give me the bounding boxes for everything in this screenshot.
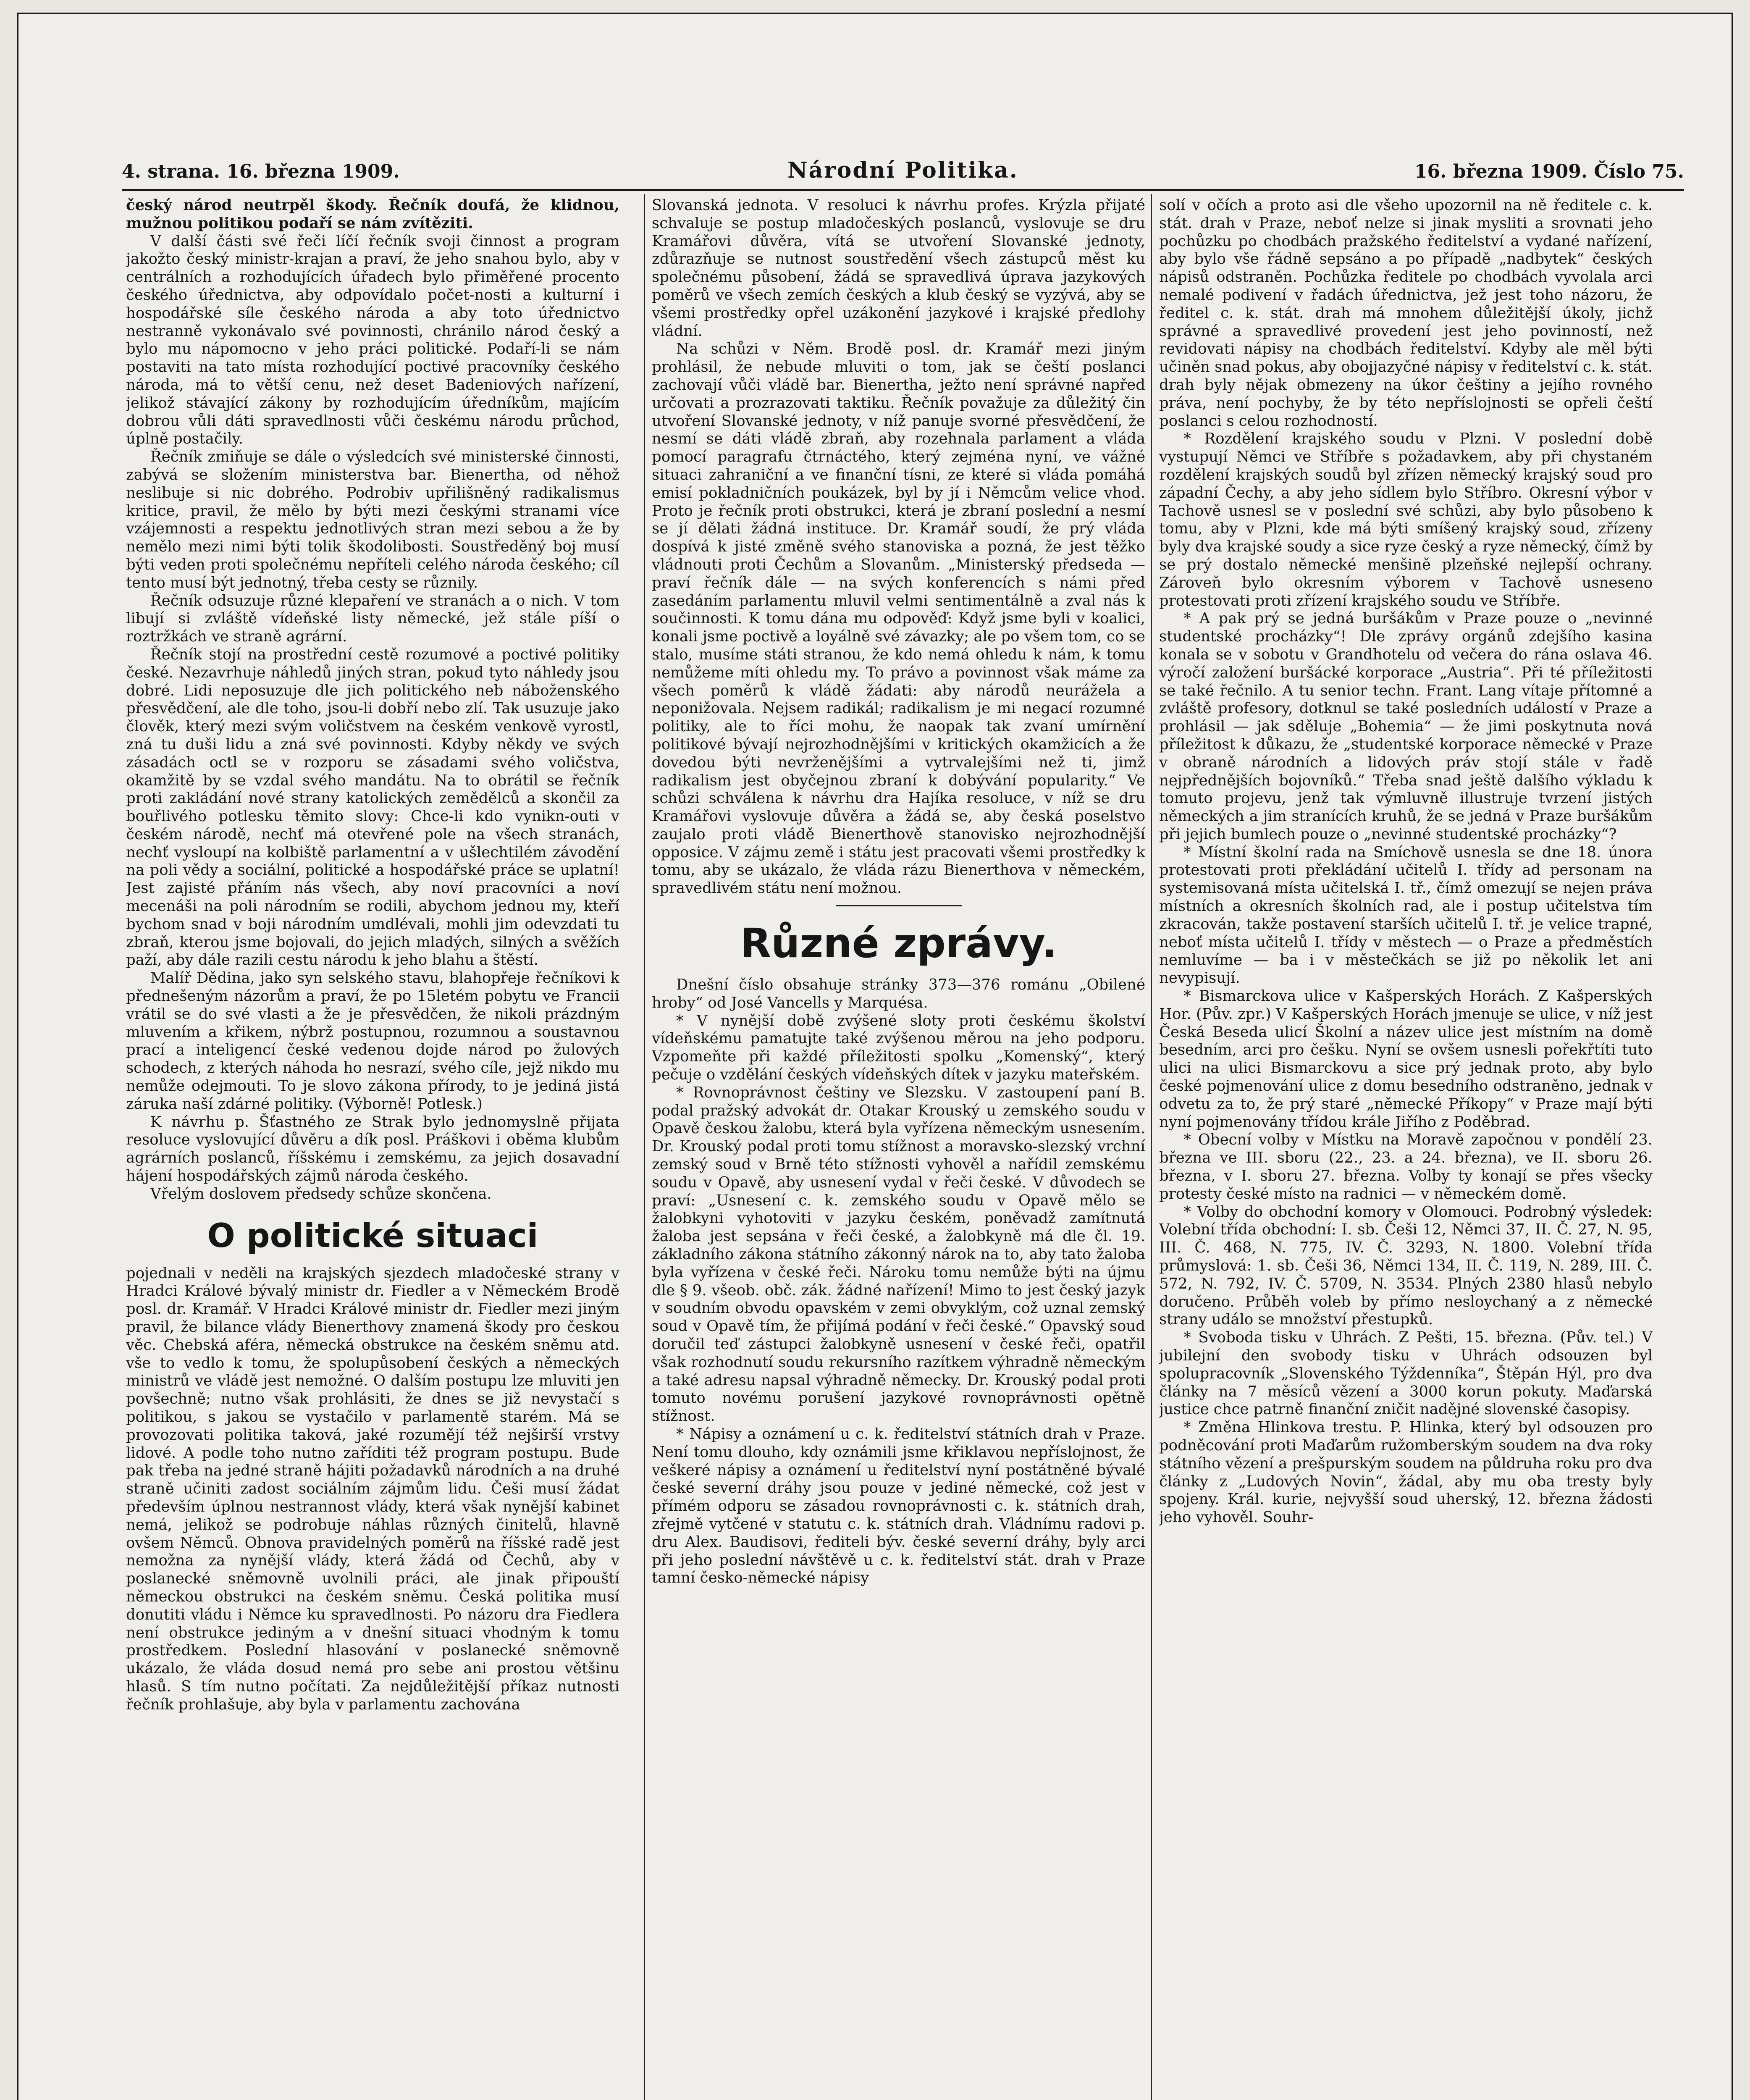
paragraph: * A pak prý se jedná buršákům v Praze pouze o „nevinné studentské procházky“! Dle zprávy orgánů zdejšího kasina konala se v sobotu v Grandhotelu od večera do rána oslava 46. výročí založení buršácké korporace „Austria“. Při té příležitosti se také řečnilo. A tu senior techn. Frant. Lang vítaje přítomné a zvláště profesory, dotknul se také posledních událostí v Praze a prohlásil — jak sděluje „Bohemia“ — že jimi poskytnuta nová příležitost k důkazu, že „studentské korporace německé v Praze v obraně národních a lidových práv stojí stále v řadě nejpřednějších bojovníků.“ Třeba snad ještě dalšího výkladu k tomuto projevu, jenž tak výmluvně illustruje tvrzení jistých německých a jim stranících kruhů, že se jedná v Praze buršákům při jejich bumlech pouze o „nevinné studentské procházky“? xyxy=(1159,610,1653,843)
paragraph: * Nápisy a oznámení u c. k. ředitelství státních drah v Praze. Není tomu dlouho, kdy oznámili jsme křiklavou nepříslojnost, že veškeré nápisy a oznámení u ředitelství nyní postátněné bývalé české severní dráhy jsou pouze v jediné německé, což jest v přímém odporu se zásadou rovnoprávnosti c. k. státních drah, zřejmě vytčené v statutu c. k. státních drah. Vládnímu radovi p. dru Alex. Baudisovi, řediteli býv. české severní dráhy, byly arci při jeho poslední návštěvě u c. k. ředitelství stát. drah v Praze tamní česko-německé nápisy xyxy=(652,1425,1145,1587)
paragraph: Řečník zmiňuje se dále o výsledcích své ministerské činnosti, zabývá se složením ministerstva bar. Bienertha, od něhož neslibuje si nic dobrého. Podrobiv upřilišněný radikalismus kritice, pravil, že mělo by býti mezi českými stranami více vzájemnosti a respektu jednotlivých stran mezi sebou a že by nemělo mezi nimi býti tolik škodolibosti. Soustředěný boj musí býti veden proti společnému nepříteli celého národa českého; cíl tento musí být jednotný, třeba cesty se různily. xyxy=(126,448,619,591)
paragraph: * Svoboda tisku v Uhrách. Z Pešti, 15. března. (Pův. tel.) V jubilejní den svobody tisku v Uhrách odsouzen byl spolupracovník „Slovenského Týždenníka“, Štěpán Hýl, pro dva články na 7 měsíců vězení a 3000 korun pokuty. Maďarská justice chce patrně finanční zničit nadějné slovenské časopisy. xyxy=(1159,1329,1653,1418)
paragraph: * Obecní volby v Místku na Moravě započnou v pondělí 23. března ve III. sboru (22., 23. a 24. března), ve II. sboru 26. března, v I. sboru 27. března. Volby ty konají se přes všecky protesty české místo na radnici — v německém domě. xyxy=(1159,1131,1653,1202)
paragraph: * V nynější době zvýšené sloty proti českému školství vídeňskému pamatujte také zvýšenou měrou na jeho podporu. Vzpomeňte při každé příležitosti spolku „Komenský“, který pečuje o vzdělání českých vídeňských dítek v jazyku mateřském. xyxy=(652,1012,1145,1084)
paragraph: Malíř Dědina, jako syn selského stavu, blahopřeje řečníkovi k přednešeným názorům a praví, že po 15letém pobytu ve Francii vrátil se do své vlasti a že je přesvědčen, že nikoli prázdným mluvením a křikem, nýbrž postupnou, rozumnou a soustavnou prací a inteligencí české vedenou dojde národ po žulových schodech, z kterých náhoda ho nesrazí, svého cíle, jejž nikdo mu nemůže odejmouti. To je slovo zákona přírody, to je jediná jistá záruka naší zdárné politiky. (Výborně! Potlesk.) xyxy=(126,969,619,1113)
paragraph: Na schůzi v Něm. Brodě posl. dr. Kramář mezi jiným prohlásil, že nebude mluviti o tom, jak se čeští poslanci zachovají vůči vládě bar. Bienertha, ježto není správné napřed určovati a prozrazovati taktiku. Řečník považuje za důležitý čin utvoření Slovanské jednoty, v níž panuje svorné přesvědčení, že nesmí se dáti vládě zbraň, aby rozehnala parlament a vláda pomocí paragrafu čtrnáctého, který zejména nyní, ve vážné situaci zahraniční a ve finanční tísni, ze které si vláda pomáhá emisí pokladničních poukázek, byl by jí i Němcům velice vhod. Proto je řečník proti obstrukci, která je zbraní poslední a nesmí se jí dělati žádná instituce. Dr. Kramář soudí, že prý vláda dospívá k jisté změně svého stanoviska a pozná, že jest těžko vládnouti proti Čechům a Slovanům. „Ministerský předseda — praví řečník dále — na svých konferencích s námi před zasedáním parlamentu mluvil velmi sentimentálně a zval nás k součinnosti. K tomu dána mu odpověď: Když jsme byli v koalici, konali jsme poctivě a loyálně své závazky; ale po všem tom, co se stalo, musíme státi stranou, že kdo nemá ohledu k nám, k tomu nemůžeme míti ohledu my. To právo a povinnost však máme za všech poměrů k vládě žádati: aby národů neurážela a neponižovala. Nejsem radikál; radikalism je mi negací rozumné politiky, ale to říci mohu, že naopak tak zvaní umírnění politikové bývají nejrozhodnějšími v kritických okamžicích a že dovedou býti nevrženějšími a vytrvalejšími než ti, jimž radikalism jest obyčejnou zbraní k dobývání popularity.“ Ve schůzi schválena k návrhu dra Hajíka resoluce, v níž se dru Kramářovi vyslovuje důvěra a žádá se, aby česká poselstvo zaujalo proti vládě Bienerthově stanovisko nejrozhodnější opposice. V zájmu země i státu jest pracovati všemi prostředky k tomu, aby se ukázalo, že vláda rázu Bienerthova v německém, spravedlivém státu není možnou. xyxy=(652,340,1145,897)
paragraph: * Místní školní rada na Smíchově usnesla se dne 18. února protestovati proti překládání učitelů I. třídy ad personam na systemisovaná místa učitelská I. tř., čímž omezují se nejen práva místních a okresních školních rad, ale i postup učitelstva tím zkracován, takže postavení starších učitelů I. tř. je velice trapné, neboť místa učitelů I. třídy v městech — o Praze a předměstích nemluvíme — ba i v městečkách se již po několik let ani nevypisují. xyxy=(1159,843,1653,987)
paragraph: V další části své řeči líčí řečník svoji činnost a program jakožto český ministr-krajan a praví, že jeho snahou bylo, aby v centrálních a rozhodujících úřadech bylo přiměřené procento českého úřednictva, aby odpovídalo počet-nosti a kulturní i hospodářské síle českého národa a aby toto úřednictvo nestranně vykonávalo své povinnosti, chránilo národ český a bylo mu nápomocno v jeho práci politické. Podaří-li se nám postaviti na tato místa rozhodující poctivé pracovníky českého národa, má to větší cenu, než deset Badeniových nařízení, jelikož stávající zákony by rozhodujícím úředníkům, majícím dobrou vůli dáti spravedlnosti vůči českému národu průchod, úplně postačily. xyxy=(126,232,619,448)
section-title: O politické situaci xyxy=(207,1217,538,1255)
column-1 xyxy=(126,197,619,2100)
paragraph: Řečník odsuzuje různé klepaření ve stranách a o nich. V tom libují si zvláště vídeňské listy německé, jež stále píší o roztržkách ve straně agrární. xyxy=(126,592,619,646)
column-divider xyxy=(1151,194,1152,2100)
column-2 xyxy=(652,197,1145,2100)
paragraph: Vřelým doslovem předsedy schůze skončena. xyxy=(150,1185,492,1202)
header-rule xyxy=(122,189,1684,191)
page-header xyxy=(122,158,1684,187)
paragraph: Dnešní číslo obsahuje stránky 373—376 románu „Obilené hroby“ od José Vancells y Marquésa. xyxy=(652,976,1145,1011)
paragraph: český národ neutrpěl škody. Řečník doufá, že klidnou, mužnou politikou podaří se nám zvítěziti. xyxy=(126,197,619,232)
paragraph: * Změna Hlinkova trestu. P. Hlinka, který byl odsouzen pro podněcování proti Maďarům ružomberským soudem na dva roky státního vězení a prešpurským soudem na půldruha roku pro dva články z „Ludových Novin“, žádal, aby mu oba tresty byly spojeny. Král. kurie, nejvyšší soud uherský, 12. března žádosti jeho vyhověl. Souhr- xyxy=(1159,1419,1653,1526)
column-3 xyxy=(1159,197,1653,2100)
section-title: Různé zprávy. xyxy=(740,920,1057,967)
paragraph: * Rozdělení krajského soudu v Plzni. V poslední době vystupují Němci ve Stříbře s požadavkem, aby při chystaném rozdělení krajských soudů byl zřízen německý krajský soud pro západní Čechy, a aby jeho sídlem bylo Stříbro. Okresní výbor v Tachově usnesl se v poslední své schůzi, aby bylo působeno k tomu, aby v Plzni, kde má býti smíšený krajský soud, zřízeny byly dva krajské soudy a sice ryze český a ryze německý, čímž by se prý dostalo německé menšině plzeňské nejlepší ochrany. Zároveň bylo okresním výborem v Tachově usneseno protestovati proti zřízení krajského soudu ve Stříbře. xyxy=(1159,430,1653,609)
masthead-title: Národní Politika. xyxy=(787,158,1018,183)
paragraph: * Volby do obchodní komory v Olomouci. Podrobný výsledek: Volební třída obchodní: I. sb. Češi 12, Němci 37, II. Č. 27, N. 95, III. Č. 468, N. 775, IV. Č. 3293, N. 1800. Volební třída průmyslová: 1. sb. Češi 36, Němci 134, II. Č. 119, N. 289, III. Č. 572, N. 792, IV. Č. 5709, N. 3534. Plných 2380 hlasů nebylo doručeno. Průběh voleb by přímo nesloychaný a z německé strany událo se množství přestupků. xyxy=(1159,1203,1653,1328)
paragraph: K návrhu p. Šťastného ze Strak bylo jednomyslně přijata resoluce vyslovující důvěru a dík posl. Práškovi i oběma klubům agrárních poslanců, říšskému i zemskému, za jejich dosavadní hájení hospodářských zájmů národa českého. xyxy=(126,1113,619,1185)
column-divider xyxy=(644,194,645,2100)
paragraph: pojednali v neděli na krajských sjezdech mladočeské strany v Hradci Králové bývalý ministr dr. Fiedler a v Německém Brodě posl. dr. Kramář. V Hradci Králové ministr dr. Fiedler mezi jiným pravil, že bilance vlády Bienerthovy znamená škody pro českou věc. Chebská aféra, německá obstrukce na českém sněmu atd. vše to vedlo k tomu, že spolupůsobení českých a německých ministrů ve vládě jest nemožné. O dalším postupu lze mluviti jen povšechně; nutno však prohlásiti, že dnes se již nevystačí s politikou, s jakou se vystačilo v parlamentě starém. Má se provozovati politika taková, jaké rozumějí též nejširší vrstvy lidové. A podle toho nutno zaříditi též program postupu. Bude pak třeba na jedné straně hájiti požadavků národních a na druhé straně učiniti zadost sociálním zájmům lidu. Češi musí žádat především úplnou nestrannost vlády, která však nynější kabinet nemá, jelikož se podrobuje náhlas různých činitelů, hlavně ovšem Němců. Obnova pravidelných poměrů na říšské radě jest nemožna za nynější vlády, která žádá od Čechů, aby v poslanecké sněmovně uvolnili práci, ale jinak připouští německou obstrukci na českém sněmu. Česká politika musí donutiti vládu i Němce ku spravedlnosti. Po názoru dra Fiedlera není obstrukce jediným a v dnešní situaci vhodným k tomu prostředkem. Poslední hlasování v poslanecké sněmovně ukázalo, že vláda dosud nemá pro sebe ani prostou většinu hlasů. S tím nutno počítati. Za nejdůležitější příkaz nutnosti řečník prohlašuje, aby byla v parlamentu zachována xyxy=(126,1264,619,1713)
header-left: 4. strana. 16. března 1909. xyxy=(122,161,400,182)
section-separator xyxy=(836,905,962,906)
paragraph: Slovanská jednota. V resoluci k návrhu profes. Krýzla přijaté schvaluje se postup mladočeských poslanců, vyslovuje se dru Kramářovi důvěra, vítá se utvoření Slovanské jednoty, zdůrazňuje se nutnost soustředění všech zástupců měst ku společnému působení, žádá se spravedlivá úprava jazykových poměrů ve všech zemích českých a klub český se vyzývá, aby se všemi prostředky opřel uzákonění jazykové i krajské předlohy vládní. xyxy=(652,197,1145,340)
paragraph: * Bismarckova ulice v Kašperských Horách. Z Kašperských Hor. (Pův. zpr.) V Kašperských Horách jmenuje se ulice, v níž jest Česká Beseda ulicí Školní a název ulice jest místním na domě besedním, arci pro češku. Nyní se ovšem usnesli pořekřtíti tuto ulici na ulici Bismarckovu a sice prý jednak proto, aby bylo české pojmenování ulice z domu besedního odstraněno, jednak v odvetu za to, že prý staré „německé Příkopy“ v Praze mají býti nyní pojmenovány třídou krále Jiřího z Poděbrad. xyxy=(1159,987,1653,1131)
paragraph: * Rovnoprávnost češtiny ve Slezsku. V zastoupení paní B. podal pražský advokát dr. Otakar Krouský u zemského soudu v Opavě českou žalobu, která byla vyřízena německým usnesením. Dr. Krouský podal proti tomu stížnost a moravsko-slezský vrchní zemský soud v Brně této stížnosti vyhověl a nařídil zemskému soudu v Opavě, aby usnesení vydal v řeči české. V důvodech se praví: „Usnesení c. k. zemského soudu v Opavě mělo se žalobkyni vyhotoviti v jazyku českém, poněvadž zamítnutá žaloba jest sepsána v řeči české, a žalobkyně má dle čl. 19. základního zákona státního zákonný nárok na to, aby tato žaloba byla vyřízena v české řeči. Nároku tomu nemůže býti na újmu dle § 9. všeob. obč. zák. žádné nařízení! Mimo to jest český jazyk v soudním obvodu opavském v zemi obvyklým, což uznal zemský soud v Opavě tím, že přijímá podání v řeči české.“ Opavský soud doručil teď zástupci žalobkyně usnesení v české řeči, opatřil však rozhodnutí soudu rekursního razítkem výhradně německým a také adresu napsal výhradně německy. Dr. Krouský podal proti tomuto novému porušení jazykové rovnoprávnosti opětně stížnost. xyxy=(652,1084,1145,1425)
header-right: 16. března 1909. Číslo 75. xyxy=(1414,161,1684,182)
paragraph: solí v očích a proto asi dle všeho upozornil na ně ředitele c. k. stát. drah v Praze, neboť nelze si jinak mysliti a srovnati jeho pochůzku po chodbách pražského ředitelství a vydané nařízení, aby bylo vše řádně sepsáno a po případě „nadbytek“ českých nápisů odstraněn. Pochůzka ředitele po chodbách vyvolala arci nemalé podivení v řadách úřednictva, jež jest toho názoru, že ředitel c. k. stát. drah má mnohem důležitější úkoly, jichž správné a spravedlivé provedení jest jeho povinností, než revidovati nápisy na chodbách ředitelství. Kdyby ale měl býti učiněn snad pokus, aby obojjazyčné nápisy v ředitelství c. k. stát. drah byly nějak obmezeny na úkor češtiny a jejího rovného práva, není pochyby, že by této nepříslojnosti se opřeli čeští poslanci s celou rozhodností. xyxy=(1159,197,1653,430)
paragraph: Řečník stojí na prostřední cestě rozumové a poctivé politiky české. Nezavrhuje náhledů jiných stran, pokud tyto náhledy jsou dobré. Lidi neposuzuje dle jich politického neb náboženského přesvědčení, ale dle toho, jsou-li dobří nebo zlí. Tak usuzuje jako člověk, který mezi svým voličstvem na českém venkově vyrostl, zná tu duši lidu a zná své povinnosti. Kdyby někdy ve svých zásadách octl se v rozporu se zásadami svého voličstva, okamžitě by se vzdal svého mandátu. Na to obrátil se řečník proti zakládání nové strany katolických zemědělců a skončil za bouřlivého potlesku těmito slovy: Chce-li kdo vynikn-outi v českém národě, nechť má otevřené pole na všech stranách, nechť vysloupí na kolbiště parlamentní a v ušlechtilém závodění na poli vědy a sociální, politické a hospodářské práce se uplatní! Jest zajisté přáním nás všech, aby noví pracovníci a noví mecenáši na poli národním se rodili, abychom jednou my, kteří bychom snad v boji národním umdlévali, mohli jim odevzdati tu zbraň, kterou jsme bojovali, do jejich mladých, silných a svěžích paží, aby dále razili cestu národu k jeho blahu a štěstí. xyxy=(126,646,619,969)
